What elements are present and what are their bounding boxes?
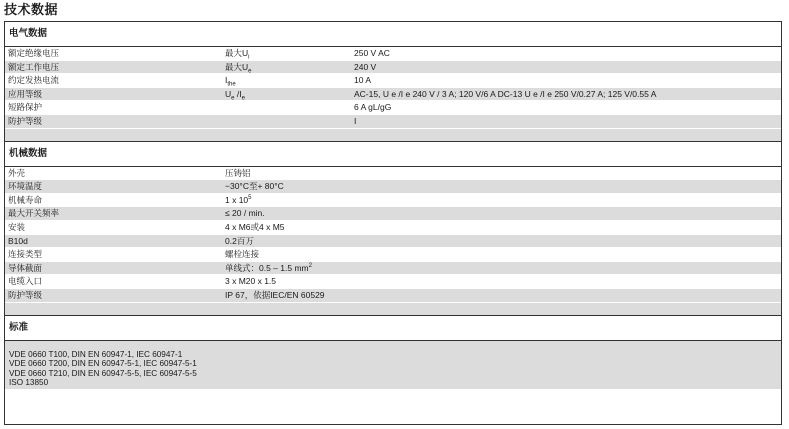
param-name: 安装 (8, 221, 26, 232)
section-title-mechanical: 机械数据 (5, 141, 781, 167)
table-row (5, 194, 781, 208)
value-text: 螺栓连接 (225, 249, 260, 260)
param-value: 6 A gL/gG (354, 102, 392, 113)
param-value (225, 289, 781, 302)
param-name: 额定工作电压 (8, 61, 60, 72)
param-value: AC-15, U e /I e 240 V / 3 A; 120 V/6 A DC-13 U e /I e 250 V/0.27 A; 125 V/0.55 A (354, 88, 657, 99)
standard-line: VDE 0660 T100, DIN EN 60947-1, IEC 60947-1 (9, 349, 183, 359)
param-value (225, 235, 781, 248)
param-value (225, 167, 781, 180)
section-title-standards: 标准 (5, 315, 781, 341)
value-text: 1 x 10 (225, 194, 249, 205)
param-name: 导体截面 (8, 262, 43, 273)
value-superscript: 2 (308, 262, 312, 269)
table-row (5, 248, 781, 262)
param-name: 连接类型 (8, 249, 43, 260)
section-title-electrical: 电气数据 (5, 22, 781, 47)
table-row (5, 235, 781, 249)
table-row (5, 74, 781, 88)
table-row (5, 88, 781, 102)
param-value: 10 A (354, 75, 372, 86)
symbol-subscript: i (248, 54, 250, 60)
param-name: 约定发热电流 (8, 75, 60, 86)
standard-line: ISO 13850 (9, 378, 49, 388)
param-value (225, 262, 781, 275)
mechanical-rows (5, 167, 781, 303)
param-value (225, 207, 781, 220)
param-name: 防护等级 (8, 115, 43, 126)
table-row (5, 262, 781, 276)
param-name: 电缆入口 (8, 276, 43, 287)
table-row (5, 180, 781, 194)
param-value (225, 180, 781, 193)
param-name: 短路保护 (8, 102, 43, 113)
standards-list (5, 341, 781, 389)
param-symbol (225, 61, 354, 74)
value-text: ≤ 20 / min. (225, 208, 265, 219)
param-value: 250 V AC (354, 48, 390, 58)
page-title: 技术数据 (4, 2, 59, 17)
symbol-subscript: the (227, 81, 236, 87)
param-value (225, 248, 781, 261)
table-row (5, 167, 781, 181)
value-text: 压铸铝 (225, 167, 251, 178)
value-text: 4 x M6或4 x M5 (225, 221, 285, 232)
symbol-subscript: e (248, 68, 252, 74)
symbol-subscript: e (231, 95, 235, 101)
standard-line: VDE 0660 T210, DIN EN 60947-5-5, IEC 60947-5-5 (9, 368, 197, 378)
param-name: 外壳 (8, 167, 26, 178)
param-value: I (354, 115, 357, 126)
param-symbol (225, 101, 354, 114)
symbol-text: 最大U (225, 48, 249, 58)
tech-data-table (4, 21, 782, 425)
value-text: 单线式：0.5 – 1.5 mm (225, 262, 309, 273)
table-row (5, 61, 781, 75)
table-row (5, 275, 781, 289)
param-value: 240 V (354, 61, 377, 72)
param-name: 应用等级 (8, 88, 43, 99)
param-value (225, 194, 781, 207)
table-row (5, 115, 781, 129)
param-name: 防护等级 (8, 289, 43, 300)
section-spacer (5, 129, 781, 141)
param-name: B10d (8, 235, 28, 246)
param-symbol (225, 74, 354, 87)
param-symbol (225, 88, 354, 101)
table-row (5, 101, 781, 115)
param-value (225, 221, 781, 234)
symbol-text: 最大U (225, 61, 249, 72)
value-text: −30°C至+ 80°C (225, 181, 284, 192)
standard-line: VDE 0660 T200, DIN EN 60947-5-1, IEC 60947-5-1 (9, 359, 197, 369)
table-row (5, 47, 781, 61)
param-value (225, 275, 781, 288)
param-symbol (225, 47, 354, 60)
symbol-subscript: e (241, 95, 245, 101)
table-row (5, 207, 781, 221)
electrical-rows (5, 47, 781, 129)
section-spacer (5, 303, 781, 315)
symbol-text: I (225, 75, 228, 86)
param-name: 最大开关频率 (8, 208, 60, 219)
param-name: 机械寿命 (8, 194, 43, 205)
table-row (5, 221, 781, 235)
symbol-text: /I (234, 88, 242, 99)
value-text: IP 67，依据IEC/EN 60529 (225, 289, 325, 300)
param-name: 环境温度 (8, 181, 43, 192)
value-superscript: 5 (248, 194, 252, 201)
param-symbol (225, 115, 354, 128)
table-row (5, 289, 781, 303)
symbol-text: U (225, 88, 232, 99)
value-text: 0.2百万 (225, 235, 254, 246)
value-text: 3 x M20 x 1.5 (225, 276, 277, 287)
param-name: 额定绝缘电压 (8, 48, 60, 58)
